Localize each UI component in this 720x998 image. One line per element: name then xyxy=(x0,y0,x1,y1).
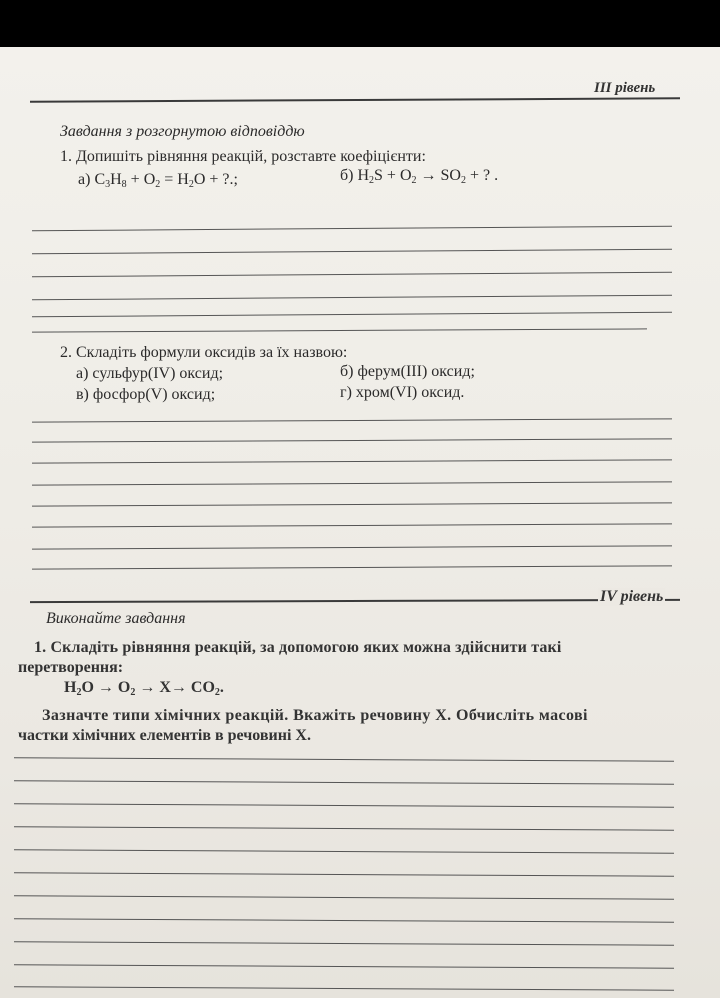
task-3-2-item-d: г) хром(VI) оксид. xyxy=(340,384,465,401)
answer-line[interactable] xyxy=(14,872,674,876)
answer-line[interactable] xyxy=(32,272,672,277)
task-3-1-prompt: 1. Допишіть рівняння реакцій, розставте коефіцієнти: xyxy=(60,148,426,165)
answer-line[interactable] xyxy=(32,523,672,527)
answer-line[interactable] xyxy=(32,312,672,317)
answer-line[interactable] xyxy=(32,438,672,442)
equation-b-label: б) xyxy=(340,167,358,184)
level-4-section-title: Виконайте завдання xyxy=(46,610,186,627)
answer-line[interactable] xyxy=(14,986,674,990)
task-3-2-item-a: а) сульфур(IV) оксид; xyxy=(76,365,224,382)
answer-line[interactable] xyxy=(32,328,647,332)
level-3-label: III рівень xyxy=(594,80,656,96)
answer-line[interactable] xyxy=(14,757,674,761)
task-4-1-instruction-line2: частки хімічних елементів в речовині X. xyxy=(18,727,311,744)
task-4-1-line2: перетворення: xyxy=(18,659,124,676)
level-3-section-title: Завдання з розгорнутою відповіддю xyxy=(60,123,305,140)
answer-line[interactable] xyxy=(14,780,674,784)
answer-line[interactable] xyxy=(32,565,672,569)
level-4-header-rule xyxy=(30,599,680,603)
answer-line[interactable] xyxy=(14,918,674,922)
answer-line[interactable] xyxy=(14,826,674,830)
task-4-1-instruction-line1: Зазначте типи хімічних реакцій. Вкажіть речовину X. Обчисліть масові xyxy=(42,707,588,724)
answer-line[interactable] xyxy=(14,895,674,899)
answer-line[interactable] xyxy=(32,295,672,300)
task-3-1-equation-a: а) $C_3H_8 + O_2 = H_2O$ + ?.; xyxy=(78,171,238,190)
answer-line[interactable] xyxy=(32,481,672,485)
task-4-1-line1: 1. Складіть рівняння реакцій, за допомогою яких можна здійснити такі xyxy=(34,639,562,656)
answer-line[interactable] xyxy=(32,249,672,254)
task-3-2-item-c: в) фосфор(V) оксид; xyxy=(76,386,216,403)
level-3-header-rule xyxy=(30,97,680,102)
answer-line[interactable] xyxy=(32,502,672,506)
answer-line[interactable] xyxy=(14,849,674,853)
task-4-1-scheme: $H_2O \to O_2 \to X\to CO_2$. xyxy=(64,679,224,698)
task-3-2-item-b: б) ферум(III) оксид; xyxy=(340,363,475,380)
answer-line[interactable] xyxy=(14,941,674,945)
answer-line[interactable] xyxy=(32,226,672,231)
level-4-label: IV рівень xyxy=(600,588,664,605)
worksheet-page xyxy=(0,47,720,998)
task-3-2-prompt: 2. Складіть формули оксидів за їх назвою: xyxy=(60,344,348,361)
task-3-1-equation-b: б) $H_2S + O_2 \to SO_2$ + ? . xyxy=(340,167,499,186)
equation-a-label: а) xyxy=(78,171,95,188)
answer-line[interactable] xyxy=(14,964,674,968)
answer-line[interactable] xyxy=(14,803,674,807)
answer-line[interactable] xyxy=(32,459,672,463)
answer-line[interactable] xyxy=(32,545,672,549)
answer-line[interactable] xyxy=(32,418,672,422)
